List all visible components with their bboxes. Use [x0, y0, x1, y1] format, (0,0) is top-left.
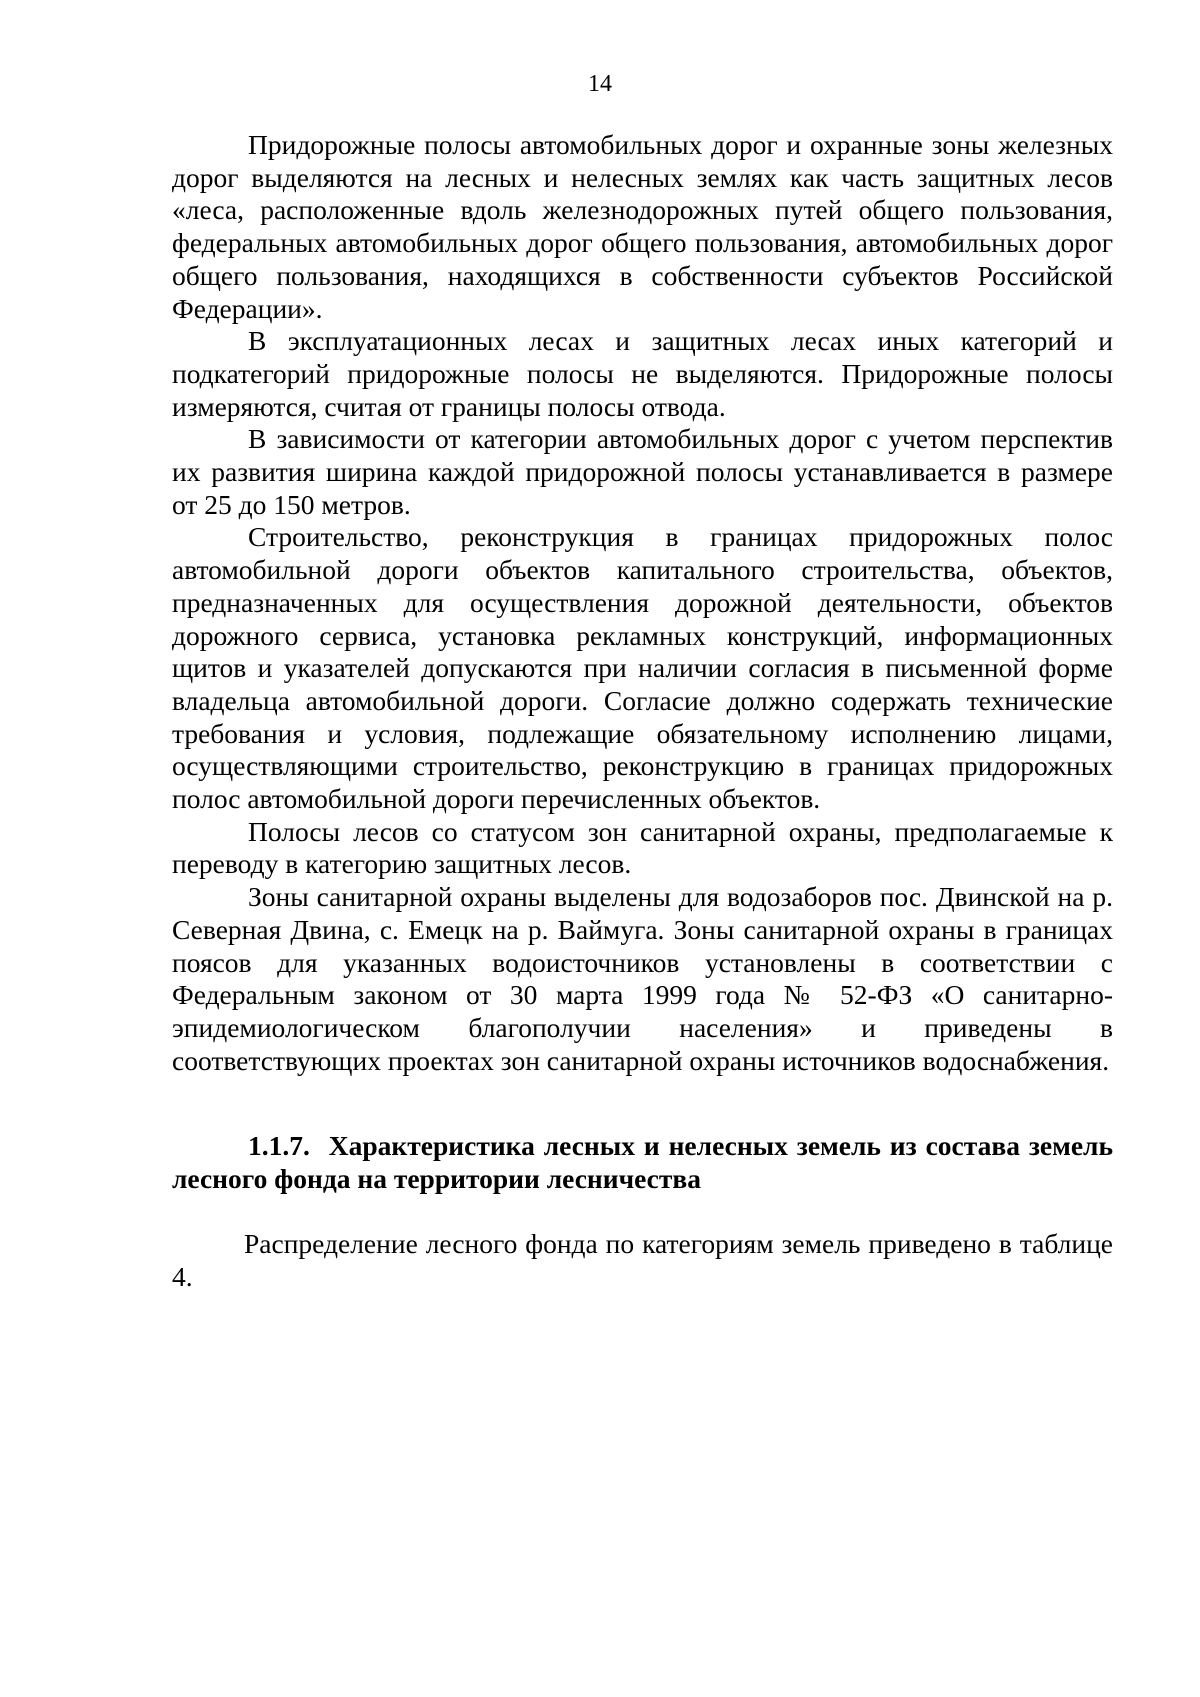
paragraph-strip-width: В зависимости от категории автомобильных дорог с учетом перспектив их развития ширина каждой придорожной полосы устанавливается в размере от 25 до 150 метров. — [172, 423, 1113, 520]
paragraph-sanitary-strips: Полосы лесов со статусом зон санитарной охраны, предполагаемые к переводу в категорию защитных лесов. — [172, 815, 1113, 880]
section-number: 1.1.7. — [248, 1130, 310, 1161]
paragraph-roadside-strips: Придорожные полосы автомобильных дорог и охранные зоны железных дорог выделяются на лесных и нелесных землях как часть защитных лесов «леса, расположенные вдоль железнодорожных путей общего пользования, федеральных автомобильных дорог общего пользования, автомобильных дорог общего пользования, находящихся в собственности субъектов Российской Федерации». — [172, 129, 1113, 324]
page-number: 14 — [588, 71, 612, 97]
body-text — [172, 129, 1113, 1077]
section-heading — [172, 1130, 1113, 1195]
paragraph-sanitary-zones: Зоны санитарной охраны выделены для водозаборов пос. Двинской на р. Северная Двина, с. Емецк на р. Ваймуга. Зоны санитарной охраны в границах поясов для указанных водоисточников установлены в соответствии с Федеральным законом от 30 марта 1999 года № 52-ФЗ «О санитарно-эпидемиологическом благополучии населения» и приведены в соответствующих проектах зон санитарной охраны источников водоснабжения. — [172, 881, 1113, 1076]
paragraph-exploitation-forests: В эксплуатационных лесах и защитных лесах иных категорий и подкатегорий придорожные полосы не выделяются. Придорожные полосы измеряются, считая от границы полосы отвода. — [172, 325, 1113, 422]
section-title: Характеристика лесных и нелесных земель из состава земель лесного фонда на территории лесничества — [172, 1130, 1113, 1194]
paragraph-construction: Строительство, реконструкция в границах придорожных полос автомобильной дороги объектов капитального строительства, объектов, предназначенных для осуществления дорожной деятельности, объектов дорожного сервиса, установка рекламных конструкций, информационных щитов и указателей допускаются при наличии согласия в письменной форме владельца автомобильной дороги. Согласие должно содержать технические требования и условия, подлежащие обязательному исполнению лицами, осуществляющими строительство, реконструкцию в границах придорожных полос автомобильной дороги перечисленных объектов. — [172, 521, 1113, 815]
paragraph-land-distribution: Распределение лесного фонда по категориям земель приведено в таблице 4. — [172, 1228, 1113, 1292]
